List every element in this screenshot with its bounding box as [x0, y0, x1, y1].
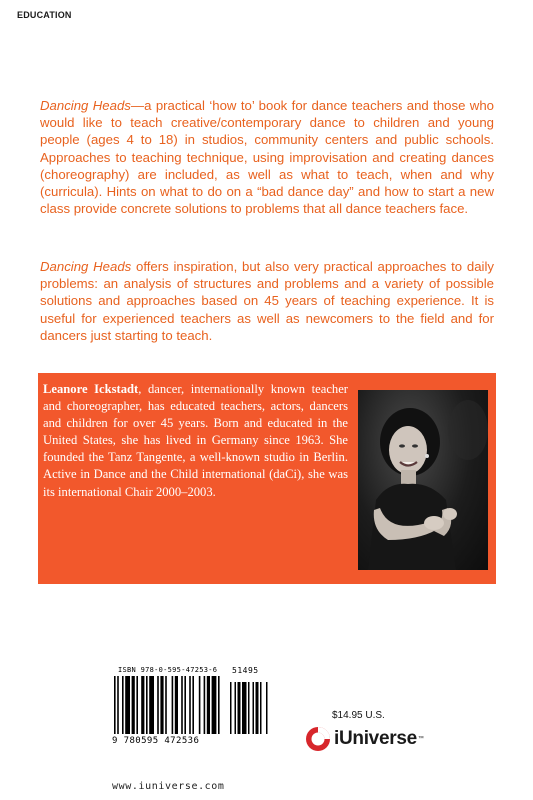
book-price: $14.95 U.S.: [332, 710, 385, 721]
description-paragraph-2: [40, 258, 494, 344]
category-label: EDUCATION: [17, 10, 72, 20]
author-photo: [358, 390, 488, 570]
author-bio-text: [43, 381, 348, 501]
book-title-italic: Dancing Heads: [40, 98, 131, 113]
author-bio-body: , dancer, internationally known teacher and choreographer, has educated teachers, actors, dancers and children for over 45 years. Born and educated in the United States, she has lived in Germany since 1963. She founded the Tanz Tangente, a well-known studio in Berlin. Active in Dance and the Child international (daCi), she was its international Chair 2000–2003.: [43, 382, 348, 499]
barcode-price-code: 51495: [232, 666, 259, 675]
book-title-italic: Dancing Heads: [40, 259, 132, 274]
publisher-name: iUniverse: [334, 728, 417, 749]
description-paragraph-1: [40, 97, 494, 217]
publisher-website: www.iuniverse.com: [112, 781, 225, 792]
iuniverse-logo-icon: [305, 726, 331, 752]
paragraph-1-body: —a practical ‘how to’ book for dance teachers and those who would like to teach creative/contemporary dance to children and young people (ages 4 to 18) in studios, community centers and public schools. Approaches to teaching technique, using improvisation and creating dances (choreography) are included, as well as what to teach, when and why (curricula). Hints on what to do on a “bad dance day” and how to start a new class provide concrete solutions to problems that all dance teachers face.: [40, 98, 495, 217]
publisher-logo: [305, 726, 424, 752]
trademark-symbol: ™: [417, 736, 424, 742]
isbn-label: ISBN 978-0-595-47253-6: [118, 666, 218, 674]
author-bio-box: [38, 373, 496, 584]
isbn-barcode: [112, 666, 270, 772]
author-name: Leanore Ickstadt: [43, 382, 139, 396]
paragraph-2-body: offers inspiration, but also very practical approaches to daily problems: an analysis of structures and problems and a variety of possible solutions and approaches based on 45 years of teaching experience. It is useful for experienced teachers as well as newcomers to the field and for dancers just starting to teach.: [40, 259, 494, 343]
barcode-digits: 9 780595 472536: [112, 736, 200, 746]
barcode-bars: [112, 676, 270, 736]
